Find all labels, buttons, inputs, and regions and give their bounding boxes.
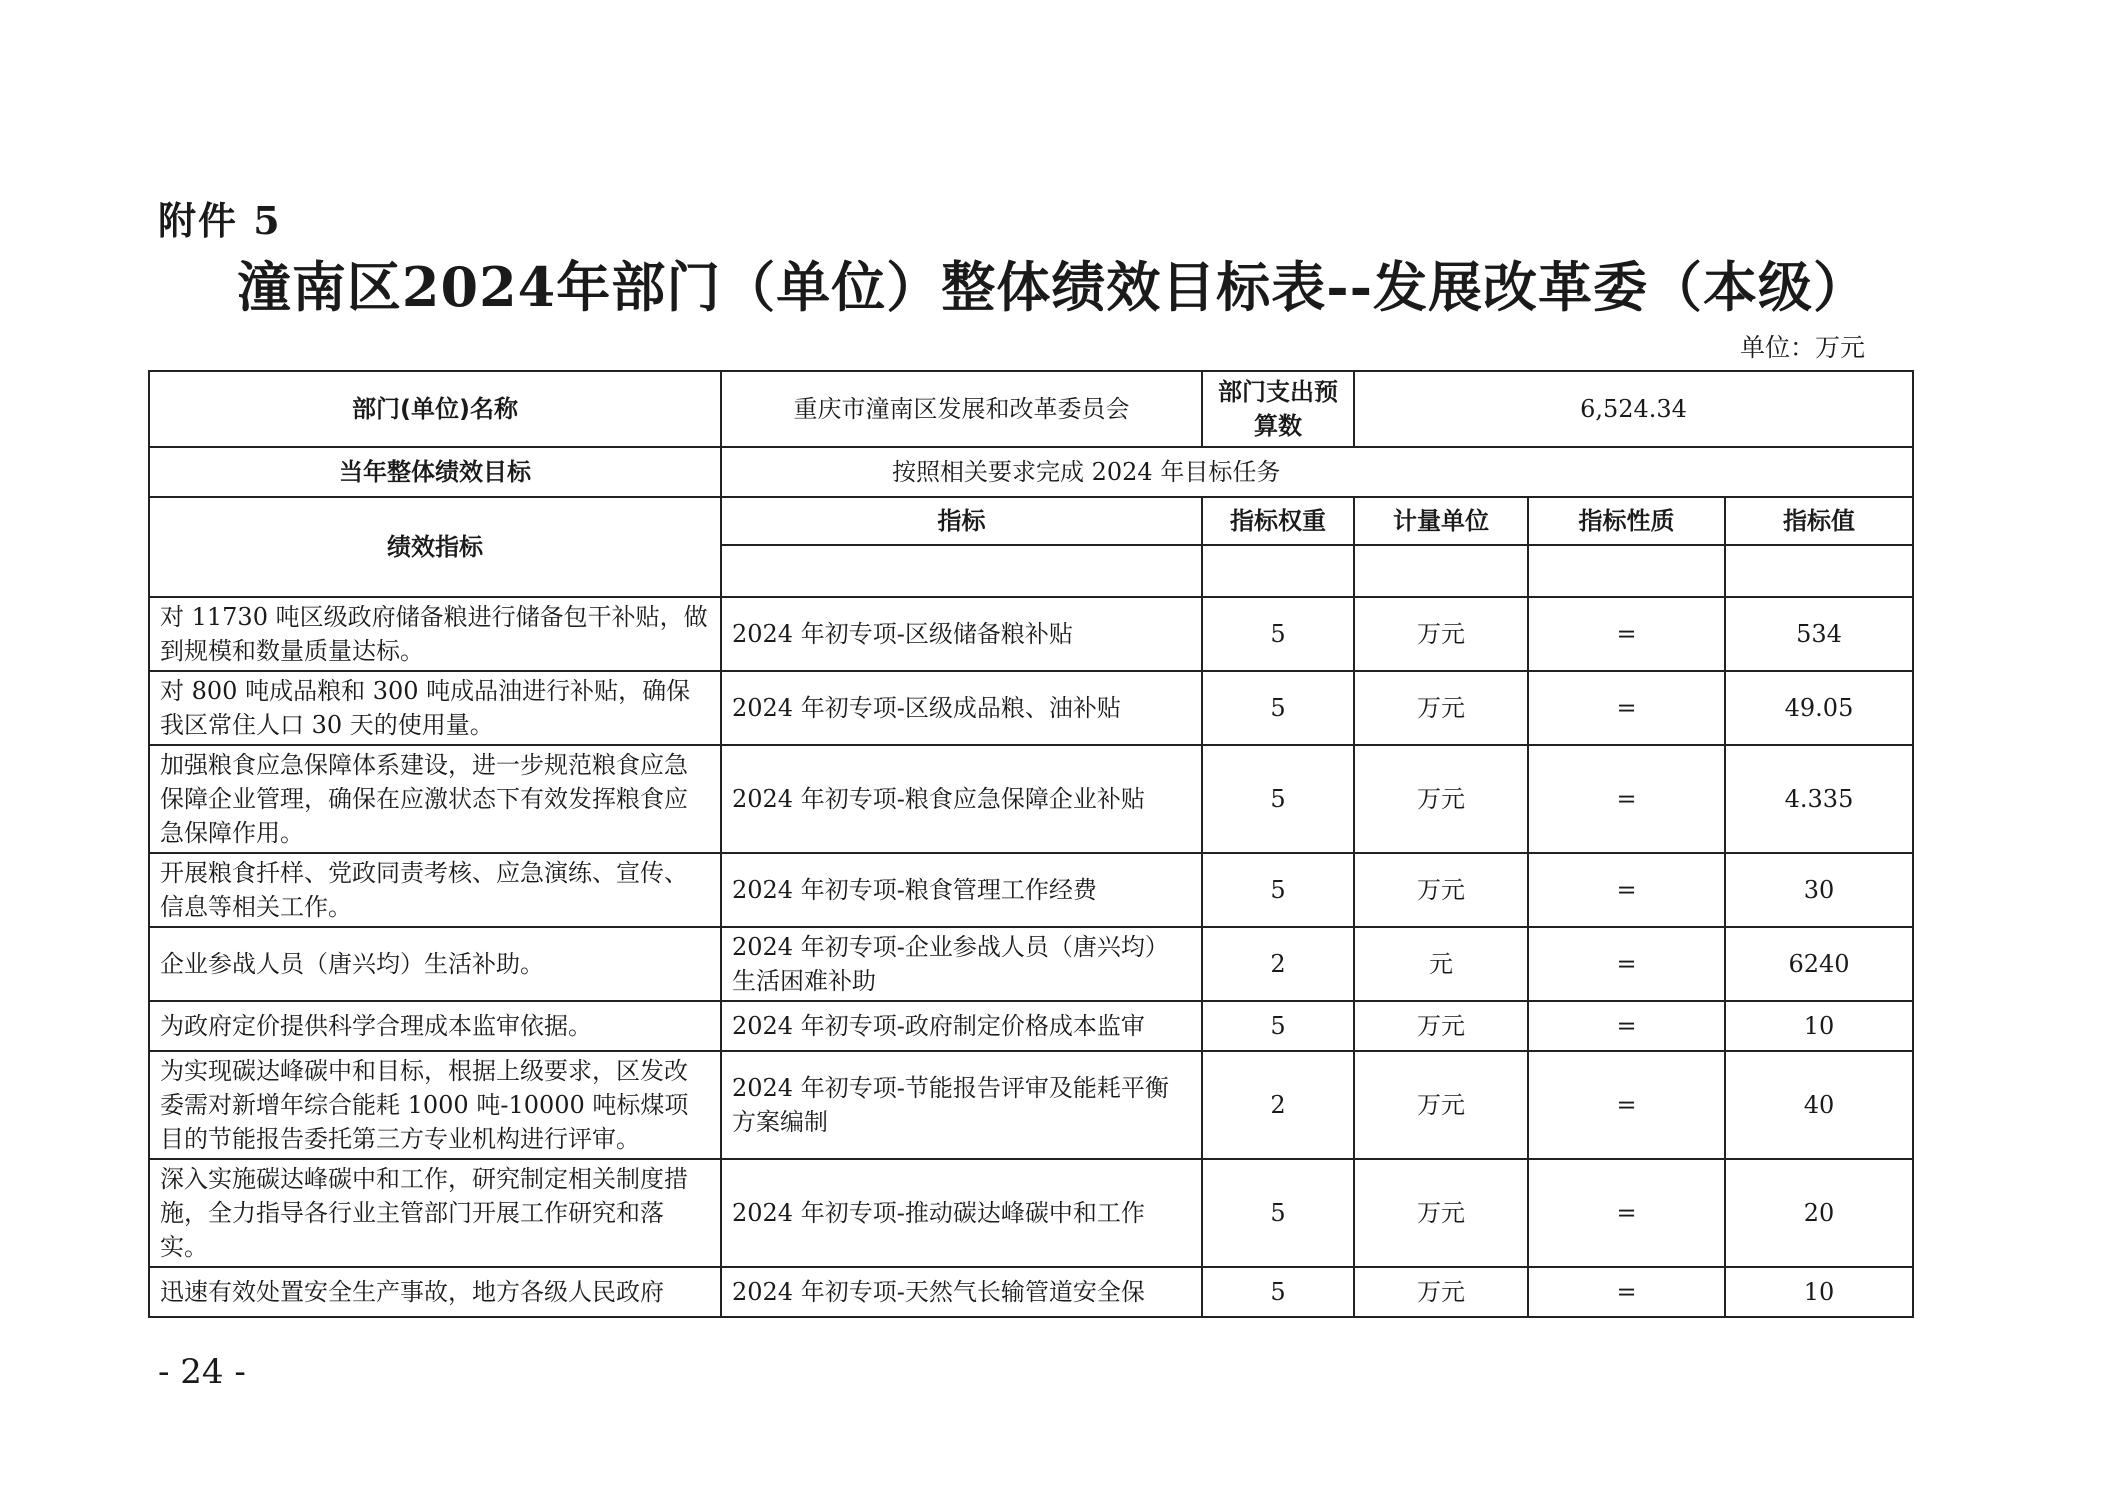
page-number: - 24 - xyxy=(158,1352,246,1392)
row-weight: 5 xyxy=(1202,1001,1354,1051)
row-indicator: 2024 年初专项-节能报告评审及能耗平衡方案编制 xyxy=(721,1051,1202,1159)
row-description: 加强粮食应急保障体系建设，进一步规范粮食应急保障企业管理，确保在应激状态下有效发挥粮食应急保障作用。 xyxy=(149,745,721,853)
unit-note: 单位：万元 xyxy=(1740,333,1866,362)
row-value: 10 xyxy=(1725,1267,1913,1317)
row-value: 534 xyxy=(1725,597,1913,671)
attachment-label: 附件 5 xyxy=(158,198,282,243)
row-weight: 2 xyxy=(1202,927,1354,1001)
budget-value: 6,524.34 xyxy=(1354,371,1913,447)
row-weight: 5 xyxy=(1202,597,1354,671)
row-value: 40 xyxy=(1725,1051,1913,1159)
annual-goal-value: 按照相关要求完成 2024 年目标任务 xyxy=(721,447,1913,497)
row-nature: = xyxy=(1528,1267,1725,1317)
row-unit: 万元 xyxy=(1354,853,1528,927)
row-nature: = xyxy=(1528,1051,1725,1159)
row-indicator: 2024 年初专项-政府制定价格成本监审 xyxy=(721,1001,1202,1051)
dept-name-row xyxy=(149,371,1913,447)
table-row xyxy=(149,745,1913,853)
col-indicator: 指标 xyxy=(721,497,1202,545)
page-title: 潼南区2024年部门（单位）整体绩效目标表--发展改革委（本级） xyxy=(236,255,1869,319)
row-indicator: 2024 年初专项-粮食管理工作经费 xyxy=(721,853,1202,927)
row-indicator: 2024 年初专项-企业参战人员（唐兴均）生活困难补助 xyxy=(721,927,1202,1001)
row-value: 6240 xyxy=(1725,927,1913,1001)
blank-cell xyxy=(721,545,1202,597)
row-description: 对 800 吨成品粮和 300 吨成品油进行补贴，确保我区常住人口 30 天的使用量。 xyxy=(149,671,721,745)
row-nature: = xyxy=(1528,853,1725,927)
row-weight: 5 xyxy=(1202,745,1354,853)
row-weight: 5 xyxy=(1202,1267,1354,1317)
row-weight: 5 xyxy=(1202,853,1354,927)
row-unit: 万元 xyxy=(1354,1267,1528,1317)
row-weight: 5 xyxy=(1202,671,1354,745)
row-description: 为实现碳达峰碳中和目标，根据上级要求，区发改委需对新增年综合能耗 1000 吨-10000 吨标煤项目的节能报告委托第三方专业机构进行评审。 xyxy=(149,1051,721,1159)
row-value: 4.335 xyxy=(1725,745,1913,853)
row-indicator: 2024 年初专项-粮食应急保障企业补贴 xyxy=(721,745,1202,853)
row-nature: = xyxy=(1528,671,1725,745)
row-unit: 万元 xyxy=(1354,1001,1528,1051)
column-header-row xyxy=(149,497,1913,545)
row-nature: = xyxy=(1528,597,1725,671)
row-indicator: 2024 年初专项-天然气长输管道安全保 xyxy=(721,1267,1202,1317)
table-row xyxy=(149,927,1913,1001)
row-weight: 2 xyxy=(1202,1051,1354,1159)
row-nature: = xyxy=(1528,1001,1725,1051)
row-nature: = xyxy=(1528,745,1725,853)
blank-cell xyxy=(1528,545,1725,597)
col-weight: 指标权重 xyxy=(1202,497,1354,545)
annual-goal-label: 当年整体绩效目标 xyxy=(149,447,721,497)
row-unit: 万元 xyxy=(1354,671,1528,745)
row-description: 企业参战人员（唐兴均）生活补助。 xyxy=(149,927,721,1001)
row-unit: 元 xyxy=(1354,927,1528,1001)
table-row xyxy=(149,1159,1913,1267)
row-unit: 万元 xyxy=(1354,745,1528,853)
blank-cell xyxy=(1725,545,1913,597)
table-row xyxy=(149,1051,1913,1159)
dept-name-value: 重庆市潼南区发展和改革委员会 xyxy=(721,371,1202,447)
row-value: 49.05 xyxy=(1725,671,1913,745)
table-row xyxy=(149,597,1913,671)
row-description: 为政府定价提供科学合理成本监审依据。 xyxy=(149,1001,721,1051)
row-unit: 万元 xyxy=(1354,1051,1528,1159)
col-nature: 指标性质 xyxy=(1528,497,1725,545)
col-value: 指标值 xyxy=(1725,497,1913,545)
row-description: 开展粮食扦样、党政同责考核、应急演练、宣传、信息等相关工作。 xyxy=(149,853,721,927)
table-row xyxy=(149,853,1913,927)
row-weight: 5 xyxy=(1202,1159,1354,1267)
row-description: 深入实施碳达峰碳中和工作，研究制定相关制度措施，全力指导各行业主管部门开展工作研究和落实。 xyxy=(149,1159,721,1267)
table-row xyxy=(149,1001,1913,1051)
indicator-section-label: 绩效指标 xyxy=(149,497,721,597)
row-indicator: 2024 年初专项-推动碳达峰碳中和工作 xyxy=(721,1159,1202,1267)
row-nature: = xyxy=(1528,927,1725,1001)
blank-cell xyxy=(1354,545,1528,597)
table-row xyxy=(149,671,1913,745)
row-value: 30 xyxy=(1725,853,1913,927)
row-value: 10 xyxy=(1725,1001,1913,1051)
dept-name-label: 部门(单位)名称 xyxy=(149,371,721,447)
row-unit: 万元 xyxy=(1354,597,1528,671)
row-nature: = xyxy=(1528,1159,1725,1267)
row-value: 20 xyxy=(1725,1159,1913,1267)
row-description: 迅速有效处置安全生产事故，地方各级人民政府 xyxy=(149,1267,721,1317)
row-indicator: 2024 年初专项-区级成品粮、油补贴 xyxy=(721,671,1202,745)
annual-goal-row xyxy=(149,447,1913,497)
performance-table xyxy=(148,370,1914,1318)
row-indicator: 2024 年初专项-区级储备粮补贴 xyxy=(721,597,1202,671)
row-unit: 万元 xyxy=(1354,1159,1528,1267)
row-description: 对 11730 吨区级政府储备粮进行储备包干补贴，做到规模和数量质量达标。 xyxy=(149,597,721,671)
budget-label: 部门支出预算数 xyxy=(1202,371,1354,447)
blank-cell xyxy=(1202,545,1354,597)
col-unit: 计量单位 xyxy=(1354,497,1528,545)
table-row xyxy=(149,1267,1913,1317)
